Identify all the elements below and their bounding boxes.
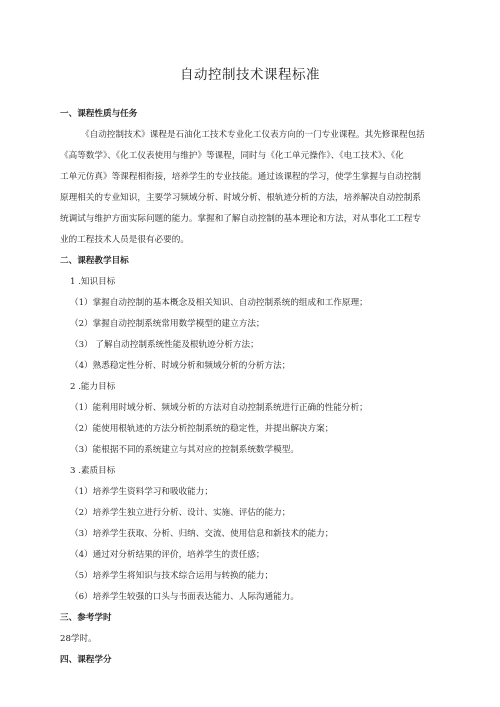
paragraph-line: 业的工程技术人员是很有必要的。	[60, 235, 189, 245]
paragraph-line: 工单元仿真》等课程相衔接，培养学生的专业技能。通过该课程的学习，使学生掌握与自动控制	[60, 172, 421, 182]
goal-group-label: 1 .知识目标	[70, 277, 116, 287]
section-heading-4: 四、课程学分	[60, 655, 112, 665]
paragraph-line: 《自动控制技术》课程是石油化工技术专业化工仪表方向的一门专业课程。其先修课程包括	[81, 130, 425, 140]
goal-group-label: 3 .素质目标	[70, 466, 116, 476]
list-item: （1）掌握自动控制的基本概念及相关知识、自动控制系统的组成和工作原理；	[70, 298, 368, 308]
paragraph-line: 统调试与维护方面实际问题的能力。掌握和了解自动控制的基本理论和方法，对从事化工工程专	[60, 214, 421, 224]
list-item: （1）培养学生资料学习和吸收能力；	[70, 487, 213, 497]
paragraph-line: 原理相关的专业知识，主要学习频域分析、时域分析、根轨迹分析的方法，培养解决自动控制系	[60, 193, 421, 203]
section-heading-1: 一、课程性质与任务	[60, 109, 138, 119]
paragraph-line: 28学时。	[60, 634, 97, 644]
list-item: （3） 了解自动控制系统性能及根轨迹分析方法；	[70, 340, 259, 350]
list-item: （4）通过对分析结果的评价，培养学生的责任感；	[70, 550, 265, 560]
goal-group-label: 2 .能力目标	[70, 382, 116, 392]
list-item: （5）培养学生将知识与技术综合运用与转换的能力；	[70, 571, 274, 581]
list-item: （2）掌握自动控制系统常用数学模型的建立方法；	[70, 319, 265, 329]
list-item: （3）能根据不同的系统建立与其对应的控制系统数学模型。	[70, 445, 299, 455]
list-item: （2）培养学生独立进行分析、设计、实施、评估的能力；	[70, 508, 291, 518]
section-heading-2: 二、课程教学目标	[60, 256, 129, 266]
list-item: （1）能利用时域分析、频域分析的方法对自动控制系统进行正确的性能分析；	[70, 403, 368, 413]
list-item: （6）培养学生较强的口头与书面表达能力、人际沟通能力。	[70, 592, 299, 602]
list-item: （4）熟悉稳定性分析、时域分析和频域分析的分析方法；	[70, 361, 291, 371]
document-title: 自动控制技术课程标准	[180, 67, 320, 83]
paragraph-line: 《高等数学》、《化工仪表使用与维护》等课程，同时与《化工单元操作》、《电工技术》、《化	[60, 151, 404, 161]
list-item: （3）培养学生获取、分析、归纳、交流、使用信息和新技术的能力；	[70, 529, 334, 539]
list-item: （2）能使用根轨迹的方法分析控制系统的稳定性，并提出解决方案；	[70, 424, 334, 434]
section-heading-3: 三、参考学时	[60, 613, 112, 623]
